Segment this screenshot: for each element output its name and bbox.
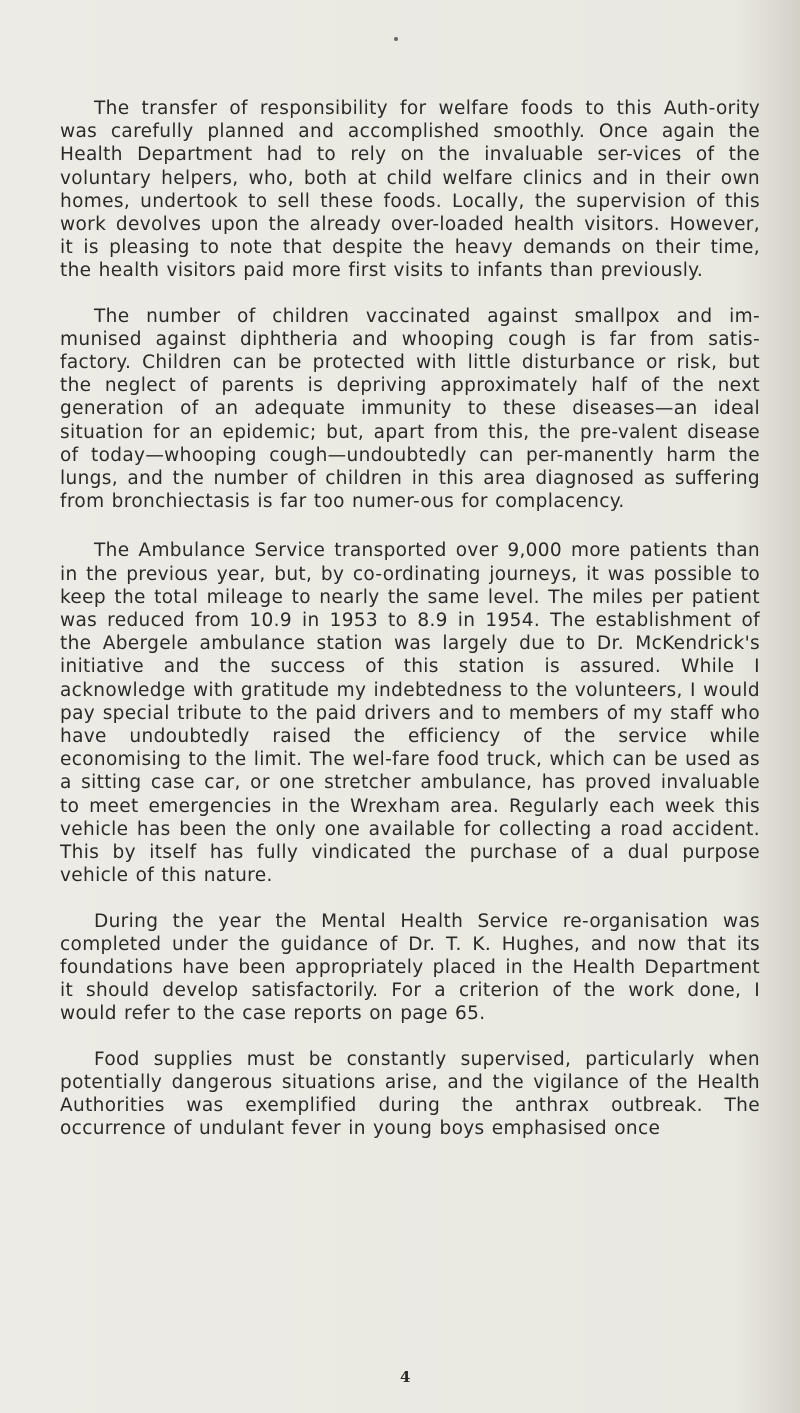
paragraph-ambulance-service: The Ambulance Service transported over 9,000 more patients than in the previous year, but, by co-ordinating journeys, it was possible to keep the total mileage to nearly the same level. The miles per patient was reduced from 10.9 in 1953 to 8.9 in 1954. The establishment of the Abergele ambulance station was largely due to Dr. McKendrick's initiative and the success of this station is assured. While I acknowledge with gratitude my indebtedness to the volunteers, I would pay special tribute to the paid drivers and to members of my staff who have undoubtedly raised the efficiency of the service while economising to the limit. The wel-fare food truck, which can be used as a sitting case car, or one stretcher ambulance, has proved invaluable to meet emergencies in the Wrexham area. Regularly each week this vehicle has been the only one available for collecting a road accident. This by itself has fully vindicated the purchase of a dual purpose vehicle of this nature. xyxy=(60,540,760,887)
paragraph-welfare-foods: The transfer of responsibility for welfare foods to this Auth-ority was carefully planned and accomplished smoothly. Once again the Health Department had to rely on the invaluable ser-vices of the voluntary helpers, who, both at child welfare clinics and in their own homes, undertook to sell these foods. Locally, the supervision of this work devolves upon the already over-loaded health visitors. However, it is pleasing to note that despite the heavy demands on their time, the health visitors paid more first visits to infants than previously. xyxy=(60,98,760,282)
paragraph-mental-health: During the year the Mental Health Service re-organisation was completed under the guidance of Dr. T. K. Hughes, and now that its foundations have been appropriately placed in the Health Department it should develop satisfactorily. For a criterion of the work done, I would refer to the case reports on page 65. xyxy=(60,910,760,1025)
body-text xyxy=(60,97,760,1140)
paragraph-food-supplies: Food supplies must be constantly supervised, particularly when potentially dangerous situations arise, and the vigilance of the Health Authorities was exemplified during the anthrax outbreak. The occurrence of undulant fever in young boys emphasised once xyxy=(60,1048,760,1140)
paragraph-immunisation: The number of children vaccinated against smallpox and im-munised against diphtheria and whooping cough is far from satis-factory. Children can be protected with little disturbance or risk, but the neglect of parents is depriving approximately half of the next generation of an adequate immunity to these diseases—an ideal situation for an epidemic; but, apart from this, the pre-valent disease of today—whooping cough—undoubtedly can per-manently harm the lungs, and the number of children in this area diagnosed as suffering from bronchiectasis is far too numer-ous for complacency. xyxy=(60,305,760,513)
page-number: 4 xyxy=(400,1368,411,1386)
print-speck xyxy=(394,37,398,41)
